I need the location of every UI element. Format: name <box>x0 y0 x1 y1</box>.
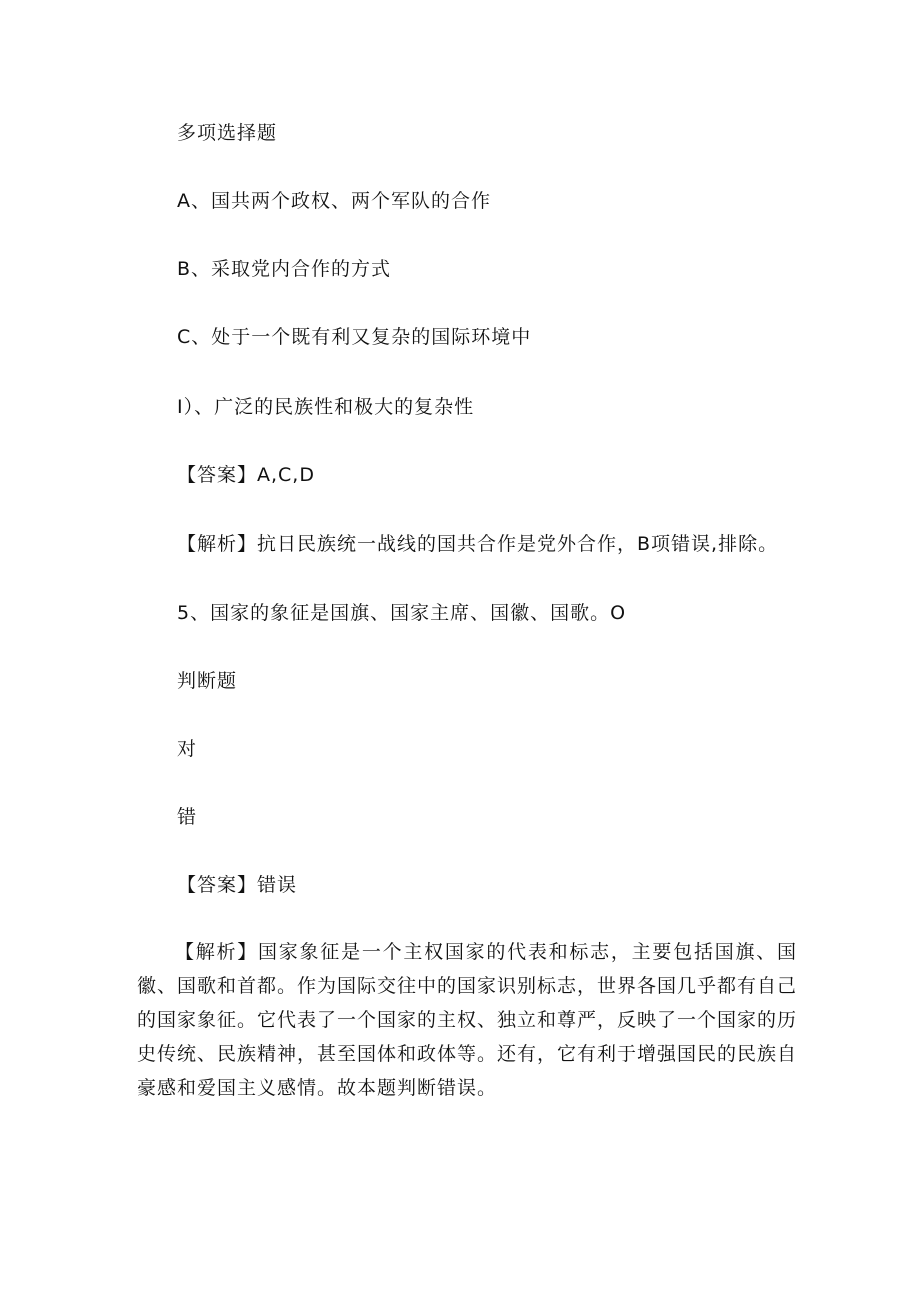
q4-option-a: A、国共两个政权、两个军队的合作 <box>177 190 491 212</box>
q4-option-c: C、处于一个既有利又复杂的国际环境中 <box>177 326 532 348</box>
q5-analysis: 【解析】国家象征是一个主权国家的代表和标志，主要包括国旗、国徽、国歌和首都。作为国际交往中的国家识别标志，世界各国几乎都有自己的国家象征。它代表了一个国家的主权、独立和尊严，反映了一个国家的历史传统、民族精神，甚至国体和政体等。还有，它有利于增强国民的民族自豪感和爱国主义感情。故本题判断错误。 <box>137 941 798 1099</box>
q5-option-false: 错 <box>177 806 198 828</box>
q4-option-d: I）、广泛的民族性和极大的复杂性 <box>177 396 475 418</box>
q5-question: 5、国家的象征是国旗、国家主席、国徽、国歌。O <box>177 602 627 624</box>
q4-answer: 【答案】A,C,D <box>177 464 315 486</box>
q4-type-label: 多项选择题 <box>177 122 278 144</box>
q4-option-b: B、采取党内合作的方式 <box>177 258 392 280</box>
q4-analysis: 【解析】抗日民族统一战线的国共合作是党外合作，B项错误,排除。 <box>177 533 779 555</box>
q5-answer: 【答案】错误 <box>177 874 298 896</box>
q5-option-true: 对 <box>177 738 198 760</box>
q5-type-label: 判断题 <box>177 670 238 692</box>
